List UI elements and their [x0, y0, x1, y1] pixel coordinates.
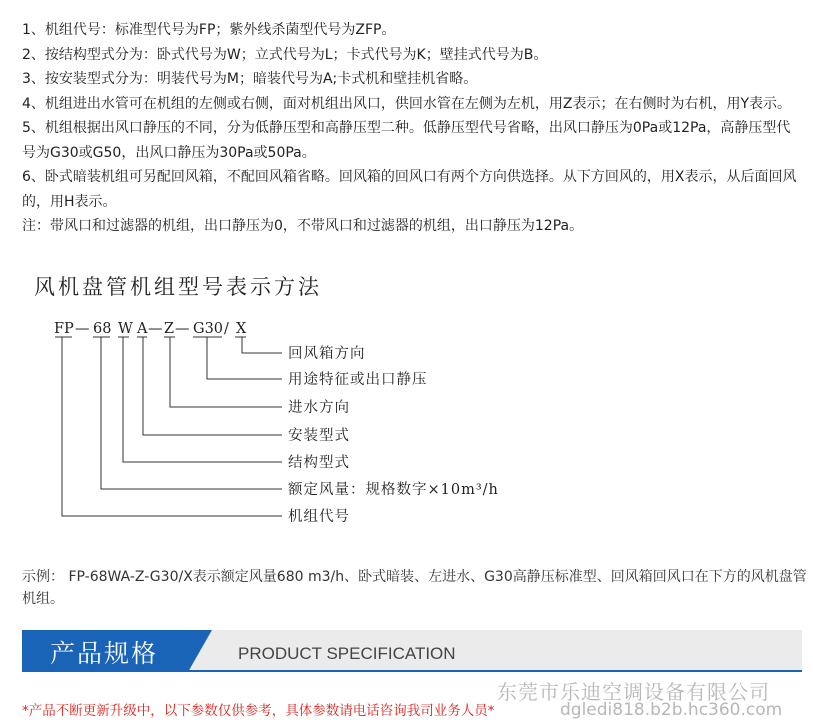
label-install-type: 安装型式 — [288, 428, 350, 444]
spec-banner — [22, 630, 802, 672]
code-a: A — [137, 321, 148, 337]
connector-water-inlet — [170, 337, 282, 407]
model-code-diagram — [0, 300, 813, 540]
connector-structure-type — [123, 337, 282, 462]
spec-title-cn: 产品规格 — [50, 639, 159, 668]
connector-install-type — [143, 337, 282, 435]
label-purpose-static-pressure: 用途特征或出口静压 — [288, 372, 428, 388]
connector-rated-airflow — [101, 337, 282, 489]
code-dash-2: — — [148, 321, 163, 337]
code-68: 68 — [93, 321, 112, 337]
intro-line-2: 2、按结构型式分为：卧式代号为W；立式代号为L；卡式代号为K；壁挂式代号为B。 — [22, 46, 548, 63]
intro-line-6: 6、卧式暗装机组可另配回风箱，不配回风箱省略。回风箱的回风口有两个方向供选择。从下方回风的，用X表示，从后面回风的，用H表示。 — [22, 169, 797, 210]
code-dash-3: — — [175, 321, 190, 337]
intro-line-1: 1、机组代号：标准型代号为FP；紫外线杀菌型代号为ZFP。 — [22, 22, 396, 38]
intro-text-block — [22, 18, 802, 239]
label-water-inlet-direction: 进水方向 — [288, 400, 350, 416]
label-unit-code: 机组代号 — [288, 509, 350, 525]
connector-return-box — [242, 337, 282, 353]
notice-text: *产品不断更新升级中，以下参数仅供参考，具体参数请电话咨询我司业务人员* — [22, 703, 495, 719]
code-x: X — [236, 321, 247, 337]
code-fp: FP — [54, 321, 74, 337]
label-return-box-direction: 回风箱方向 — [288, 346, 366, 362]
watermark-company: 东莞市乐迪空调设备有限公司 — [497, 680, 770, 704]
watermark-url: dgledi818.b2b.hc360.com — [560, 700, 783, 720]
intro-note: 注：带风口和过滤器的机组，出口静压为0，不带风口和过滤器的机组，出口静压为12Pa。 — [22, 218, 584, 234]
label-rated-airflow: 额定风量：规格数字×10m³/h — [288, 482, 499, 498]
spec-title-en: PRODUCT SPECIFICATION — [238, 644, 456, 663]
code-z: Z — [164, 321, 175, 337]
code-slash: / — [224, 321, 229, 337]
connector-static-pressure — [207, 337, 282, 379]
label-structure-type: 结构型式 — [288, 455, 350, 471]
code-g30: G30 — [193, 321, 224, 337]
intro-line-3: 3、按安装型式分为：明装代号为M；暗装代号为A;卡式机和壁挂机省略。 — [22, 71, 478, 87]
diagram-title: 风机盘管机组型号表示方法 — [34, 275, 322, 299]
intro-line-5: 5、机组根据出风口静压的不同，分为低静压型和高静压型二种。低静压型代号省略，出风口静压为0Pa或12Pa，高静压型代号为G30或G50，出风口静压为30Pa或50Pa。 — [22, 120, 791, 161]
code-dash-1: — — [75, 321, 90, 337]
example-text: 示例： FP-68WA-Z-G30/X表示额定风量680 m3/h、卧式暗装、左进水、G30高静压标准型、回风箱回风口在下方的风机盘管机组。 — [22, 569, 807, 607]
intro-line-4: 4、机组进出水管可在机组的左侧或右侧，面对机组出风口，供回水管在左侧为左机，用Z表示；在右侧时为右机，用Y表示。 — [22, 95, 792, 112]
connector-lines — [62, 337, 282, 516]
example-block — [22, 566, 812, 610]
spec-banner-underline — [22, 670, 802, 672]
code-w: W — [118, 321, 133, 337]
